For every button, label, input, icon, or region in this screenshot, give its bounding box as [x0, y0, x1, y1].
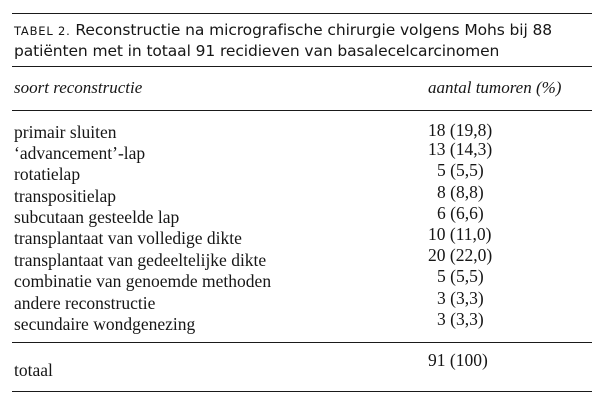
row-value: 8 (8,8): [437, 182, 484, 202]
row-value: 5 (5,5): [437, 266, 484, 286]
row-value: 3 (3,3): [437, 288, 484, 308]
total-rule: [12, 342, 592, 343]
row-label: rotatielap: [14, 164, 81, 184]
row-value: 5 (5,5): [437, 160, 484, 180]
row-label: transplantaat van gedeeltelijke dikte: [14, 250, 267, 270]
row-label: combinatie van genoemde methoden: [14, 271, 272, 291]
row-label: primair sluiten: [14, 122, 117, 142]
header-rule: [12, 110, 592, 111]
row-label: subcutaan gesteelde lap: [14, 207, 180, 227]
caption-text-line-2: patiënten met in totaal 91 recidieven van basalecelcarcinomen: [14, 42, 500, 60]
row-value: 13 (14,3): [428, 139, 493, 159]
total-value: 91 (100): [428, 350, 488, 370]
caption-label: TABEL 2.: [14, 24, 71, 38]
row-label: andere reconstructie: [14, 293, 156, 313]
row-label: transplantaat van volledige dikte: [14, 228, 242, 248]
table-caption: [14, 20, 594, 61]
row-label: ‘advancement’-lap: [14, 143, 146, 163]
bottom-rule: [12, 391, 592, 392]
top-rule: [12, 13, 592, 14]
row-value: 10 (11,0): [428, 224, 492, 244]
caption-text-line-1: Reconstructie na micrografische chirurgie volgens Mohs bij 88: [75, 21, 553, 39]
row-label: secundaire wondgenezing: [14, 314, 196, 334]
caption-line-1: [14, 20, 594, 41]
row-value: 3 (3,3): [437, 309, 484, 329]
row-label: transpositielap: [14, 186, 117, 206]
total-label: totaal: [14, 360, 53, 380]
row-value: 6 (6,6): [437, 203, 484, 223]
caption-rule: [12, 66, 592, 67]
row-value: 20 (22,0): [428, 245, 493, 265]
row-value: 18 (19,8): [428, 120, 493, 140]
column-header-count: aantal tumoren (%): [428, 78, 562, 97]
column-header-type: soort reconstructie: [14, 78, 143, 97]
